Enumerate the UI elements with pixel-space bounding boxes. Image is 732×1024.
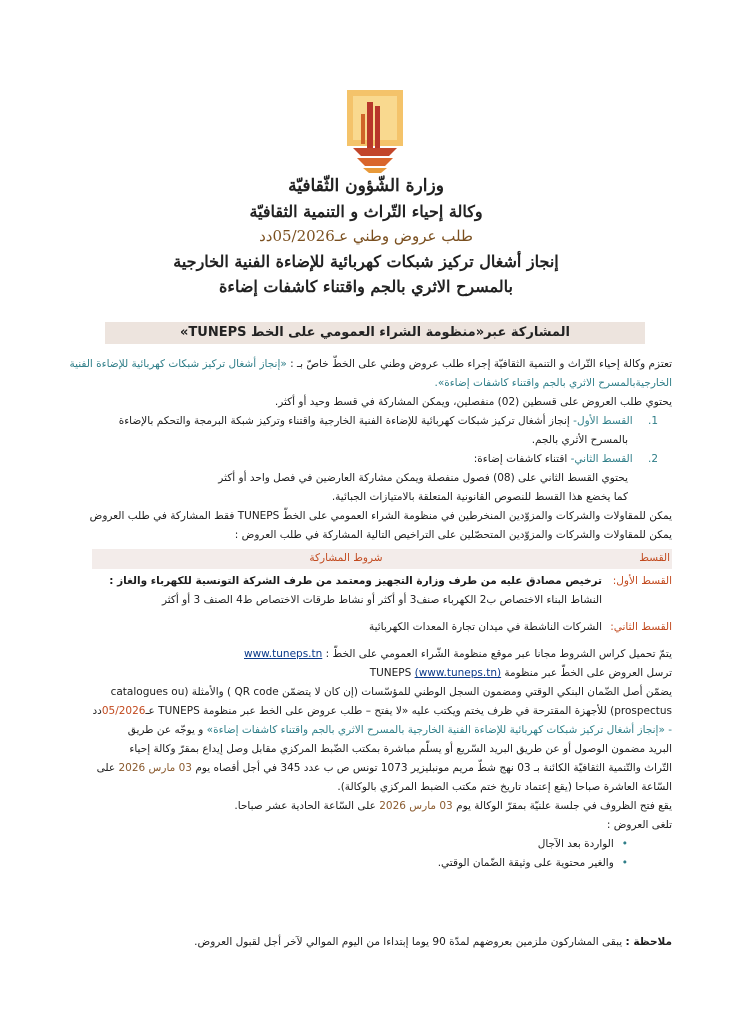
guarantee-line2-suffix: دد (92, 705, 102, 717)
tuneps-link-2[interactable]: (www.tuneps.tn) (414, 667, 502, 679)
note-label: ملاحظة : (625, 936, 672, 948)
lot-1-line (56, 412, 672, 431)
opening-time: على السّاعة الحادية عشر صباحا. (234, 800, 376, 812)
guarantee-line4: البريد مضمون الوصول أو عن طريق البريد السّريع أو يسلّم مباشرة بمكتب الضّبط المركزي مقابل وصل إيداع بمقرّ وكالة إحياء (129, 743, 672, 755)
agency-emblem-icon (339, 84, 411, 174)
tender-reference: طلب عروض وطني عـ05/2026دد (259, 227, 473, 245)
row-lot2-label: القسط الثاني: (610, 621, 672, 633)
lot-2-detail: يحتوي القسط الثاني على (08) فصول منفصلة ويمكن مشاركة العارضين في فصل واحد أو أكثر (218, 472, 628, 484)
reject-item-late: • الواردة بعد الآجال (56, 835, 628, 854)
row-lot1-condition (92, 572, 602, 610)
guarantee-line2 (56, 702, 672, 721)
download-instruction (56, 645, 672, 664)
guarantee-line3 (56, 721, 672, 740)
row-lot1-line2: النشاط البناء الاختصاص ب2 الكهرباء صنف3 أو أكثر أو نشاط طرقات الاختصاص ط4 الصنف 3 أو أكثر (161, 594, 602, 606)
col-lot-header: القسط (639, 552, 670, 564)
lots-summary: يحتوي طلب العروض على قسطين (02) منفصلين، ويمكن المشاركة في قسط وحيد أو أكثر. (274, 396, 672, 408)
guarantee-line1: يضمّن أصل الضّمان البنكي الوقتي ومضمون السجل الوطني للمؤسّسات (إن كان لا يتضمّن QR code ) والأمثلة (catalogues ou (110, 686, 672, 698)
platform-band: المشاركة عبر«منظومة الشراء العمومي على الخط TUNEPS» (105, 322, 645, 344)
agency-title: وكالة إحياء التّراث و التنمية الثقافيّة (249, 202, 483, 221)
reject-title: تلغى العروض : (606, 819, 672, 831)
reject-item-no-guarantee: • والغير محتوية على وثيقة الضّمان الوقتي. (56, 854, 628, 873)
col-conditions-header: شروط المشاركة (309, 552, 383, 564)
guarantee-line5 (56, 759, 672, 778)
guarantee-line3-text: و يوجّه عن طريق (127, 724, 207, 736)
conditions-table-header (92, 549, 672, 569)
lot-2-number: 2. (647, 453, 658, 465)
lot-1-number: 1. (647, 415, 658, 427)
notice-body (56, 355, 672, 873)
document-header (60, 178, 672, 295)
guarantee-object: - «إنجاز أشغال تركيز شبكات كهربائية للإضاءة الفنية الخارجية بالمسرح الاثري بالجم واقتناء كاشفات إضاءة» (206, 724, 672, 736)
guarantee-line5-end: على (96, 762, 119, 774)
eligibility-line2: يمكن للمقاولات والشركات والمزوّدين المتحصّلين على التراخيص التالية المشاركة في طلب العروض : (234, 529, 672, 541)
guarantee-line2-text: prospectus) للأجهزة المقترحة في ظرف يختم ويكتب عليه «لا يفتح – طلب عروض على الخط عبر منظومة TUNEPS عـ (145, 705, 672, 717)
guarantee-line5-text: التّراث والتّنمية الثقافيّة الكائنة بـ 03 نهج شطّ مريم مونبليزير 1073 تونس ص ب عدد 345 في أجل أقصاه يوم (195, 762, 672, 774)
lot-2-line (56, 450, 672, 469)
conditions-row-lot1 (92, 572, 672, 610)
lot-1-text: إنجاز أشغال تركيز شبكات كهربائية للإضاءة الفنية الخارجية واقتناء وتركيز شبكة البرمجة والتحكم بالإضاءة (118, 415, 570, 427)
opening-line (56, 797, 672, 816)
intro-text: تعتزم وكالة إحياء التّراث و التنمية الثقافيّة إجراء طلب عروض وطني على الخطّ خاصّ بـ : (290, 358, 672, 370)
tender-object-line2: بالمسرح الاثري بالجم واقتناء كاشفات إضاءة (219, 277, 513, 296)
lot-1-text-cont: بالمسرح الأثري بالجم. (531, 434, 628, 446)
opening-text: يقع فتح الظروف في جلسة علنيّة بمقرّ الوكالة يوم (456, 800, 672, 812)
tuneps-link[interactable]: www.tuneps.tn (244, 648, 323, 660)
row-lot2-condition: الشركات الناشطة في ميدان تجارة المعدات الكهربائية (368, 621, 602, 633)
lot-2-text: اقتناء كاشفات إضاءة: (473, 453, 568, 465)
opening-date: 03 مارس 2026 (379, 800, 453, 812)
download-text: يتمّ تحميل كراس الشروط مجانا عبر موقع منظومة الشّراء العمومي على الخطّ : (325, 648, 672, 660)
guarantee-line6: السّاعة العاشرة صباحا (يقع إعتماد تاريخ ختم مكتب الضبط المركزي بالوكالة). (337, 781, 672, 793)
lot-2-label: القسط الثاني- (570, 453, 633, 465)
intro-object-text: «إنجاز أشغال تركيز شبكات كهربائية للإضاءة الفنية الخارجيةبالمسرح الاثري بالجم واقتناء كاشفات إضاءة». (69, 358, 672, 389)
lot-1-label: القسط الأول- (573, 415, 633, 427)
conditions-row-lot2 (92, 618, 672, 637)
deadline-date: 03 مارس 2026 (118, 762, 192, 774)
ministry-title: وزارة الشّؤون الثّقافيّة (288, 176, 444, 196)
note-text: يبقى المشاركون ملزمين بعروضهم لمدّة 90 يوما إبتداءا من اليوم الموالي لآخر أجل لقبول العروض. (194, 936, 623, 948)
note (60, 936, 672, 948)
tender-object-line1: إنجاز أشغال تركيز شبكات كهربائية للإضاءة الفنية الخارجية (173, 252, 559, 271)
eligibility-line1: يمكن للمقاولات والشركات والمزوّدين المنخرطين في منظومة الشراء العمومي على الخطّ TUNEPS فقط المشاركة في طلب العروض (89, 510, 672, 522)
send-text: ترسل العروض على الخطّ عبر منظومة TUNEPS (369, 667, 672, 679)
tender-number: 05/2026 (101, 705, 146, 717)
send-instruction (56, 664, 672, 683)
reject-list (56, 835, 672, 873)
intro-paragraph (56, 355, 672, 393)
row-lot1-label: القسط الأول: (612, 575, 672, 587)
lot-2-tax-note: كما يخضع هذا القسط للنصوص القانونية المتعلقة بالامتيازات الجبائية. (331, 491, 628, 503)
row-lot1-line1: ترخيص مصادق عليه من طرف وزارة التجهيز ومعتمد من طرف الشركة التونسية للكهرباء والغاز : (109, 575, 602, 587)
